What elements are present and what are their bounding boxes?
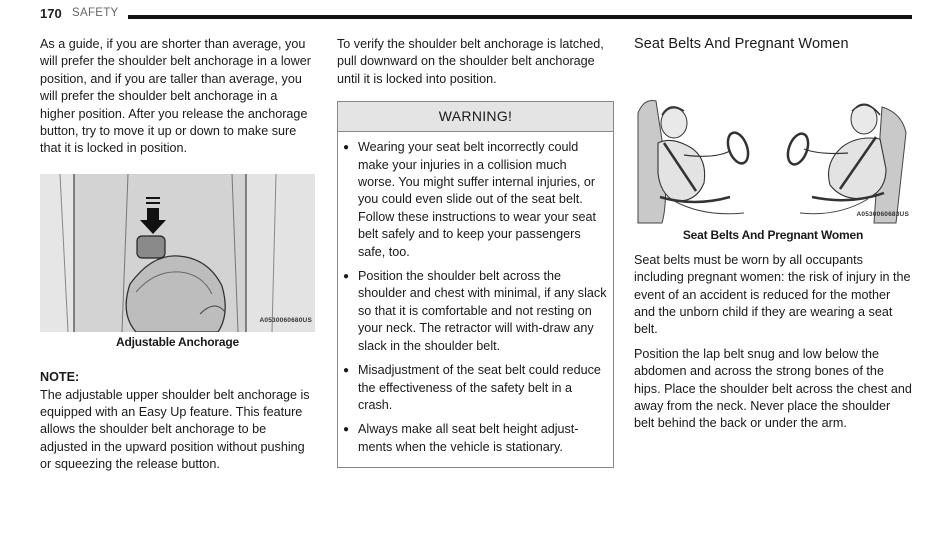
anchorage-guide-paragraph: As a guide, if you are shorter than average, you will prefer the shoulder belt anchorage in a lower position, and if you are taller than average, you will prefer the shoulder belt anchorage in a higher position. After you release the anchorage button, try to move it up or down to make sure that it is locked in position.	[40, 37, 311, 156]
verify-anchorage-paragraph: To verify the shoulder belt anchorage is latched, pull downward on the shoulder belt anchorage until it is locked into position.	[337, 37, 604, 86]
pregnant-women-paragraph-1: Seat belts must be worn by all occupants including pregnant women: the risk of injury in the event of an accident is reduced for the mother and the unborn child if they are wearing a seat belt.	[634, 252, 911, 337]
column-right	[634, 36, 912, 433]
section-title: Seat Belts And Pregnant Women	[634, 36, 849, 52]
warning-title: WARNING!	[338, 102, 613, 132]
warning-item: ● Position the shoulder belt across the shoulder and chest with minimal, if any slack so that it is comfortable and not resting on your neck. The retractor will with-draw any slack in the shoulder belt.	[358, 268, 607, 355]
column-left	[40, 36, 315, 474]
note-text: The adjustable upper shoulder belt anchorage is equipped with an Easy Up feature. This feature allows the shoulder belt anchorage to be adjusted in the upward position without pushing or squeezing the release button.	[40, 387, 310, 472]
column-middle	[337, 36, 614, 468]
figure-code: A0530060680US	[259, 317, 312, 325]
pregnant-women-figure	[634, 93, 912, 225]
anchorage-illustration	[40, 174, 315, 332]
note-title: NOTE:	[40, 370, 80, 385]
warning-item: ● Wearing your seat belt incorrectly could make your injuries in a collision much worse. You might suffer internal injuries, or you could even slide out of the seat belt. Follow these instructions to wear your seat belt safely and to keep your passengers safe, too.	[358, 139, 607, 261]
section-label: SAFETY	[72, 7, 119, 19]
header-rule	[128, 15, 912, 19]
page-number: 170	[40, 6, 62, 21]
figure-caption: Seat Belts And Pregnant Women	[682, 228, 864, 243]
adjustable-anchorage-figure	[40, 174, 315, 332]
figure-caption: Adjustable Anchorage	[116, 334, 239, 349]
warning-box	[337, 101, 614, 468]
warning-item: ● Misadjustment of the seat belt could reduce the effectiveness of the safety belt in a crash.	[358, 362, 607, 414]
warning-list	[338, 132, 613, 467]
warning-item: ● Always make all seat belt height adjust-ments when the vehicle is stationary.	[358, 421, 607, 456]
figure-code: A0530060683US	[856, 211, 909, 218]
pregnant-women-paragraph-2: Position the lap belt snug and low below the abdomen and across the strong bones of the hips. Place the shoulder belt across the chest and away from the neck. Never place the shoulder belt behind the back or under the arm.	[634, 346, 912, 431]
page-header	[40, 6, 912, 22]
